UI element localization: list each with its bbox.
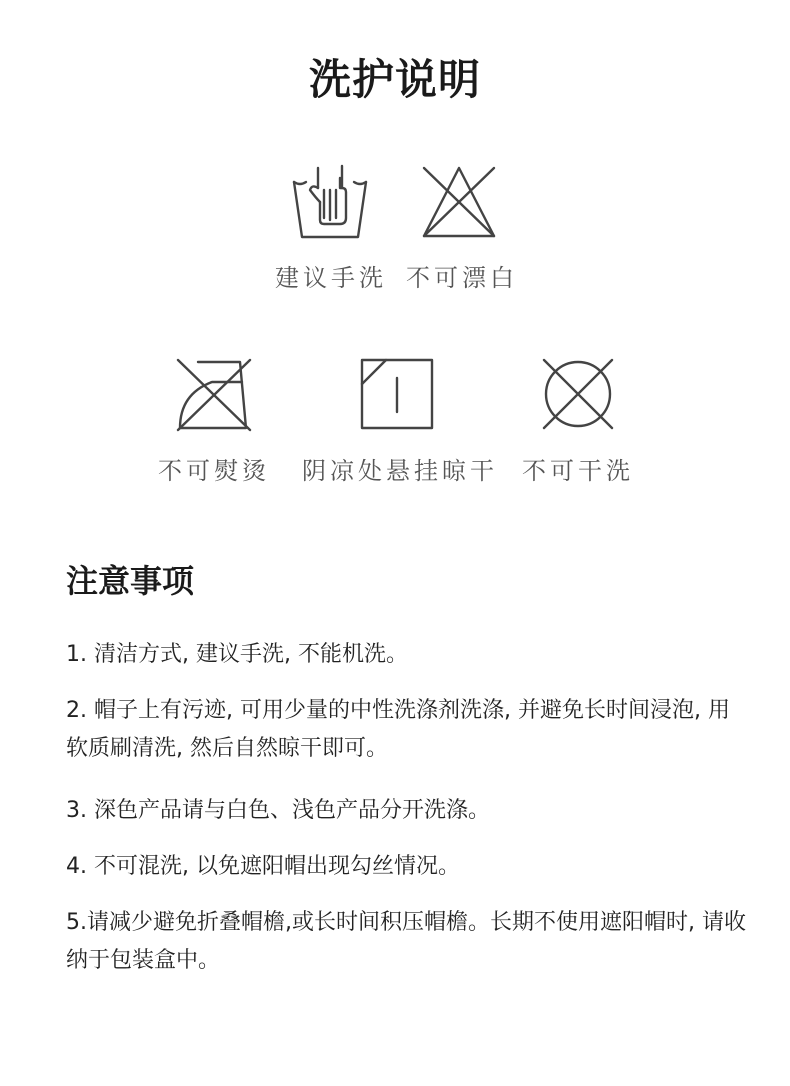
hand-wash-label: 建议手洗 (275, 264, 387, 292)
no-iron-icon (174, 356, 252, 432)
note-item-1: 1. 清洁方式, 建议手洗, 不能机洗。 (66, 642, 408, 667)
no-dry-clean-label: 不可干洗 (522, 457, 634, 485)
page-title: 洗护说明 (308, 55, 481, 104)
shade-hang-dry-label: 阴凉处悬挂晾干 (302, 457, 498, 485)
hand-wash-icon (290, 162, 370, 242)
no-dry-clean-icon (540, 356, 616, 432)
note-item-4: 4. 不可混洗, 以免遮阳帽出现勾丝情况。 (66, 854, 460, 879)
no-bleach-icon (420, 164, 498, 240)
note-item-5: 5.请减少避免折叠帽檐,或长时间积压帽檐。长期不使用遮阳帽时, 请收纳于包装盒中。 (66, 910, 746, 973)
shade-hang-dry-icon (358, 356, 436, 432)
note-item-3: 3. 深色产品请与白色、浅色产品分开洗涤。 (66, 798, 490, 823)
note-item-2: 2. 帽子上有污迹, 可用少量的中性洗涤剂洗涤, 并避免长时间浸泡, 用软质刷清洗, 然后自然晾干即可。 (66, 698, 730, 761)
no-iron-label: 不可熨烫 (158, 457, 270, 485)
notes-title: 注意事项 (66, 562, 195, 600)
no-bleach-label: 不可漂白 (406, 264, 518, 292)
